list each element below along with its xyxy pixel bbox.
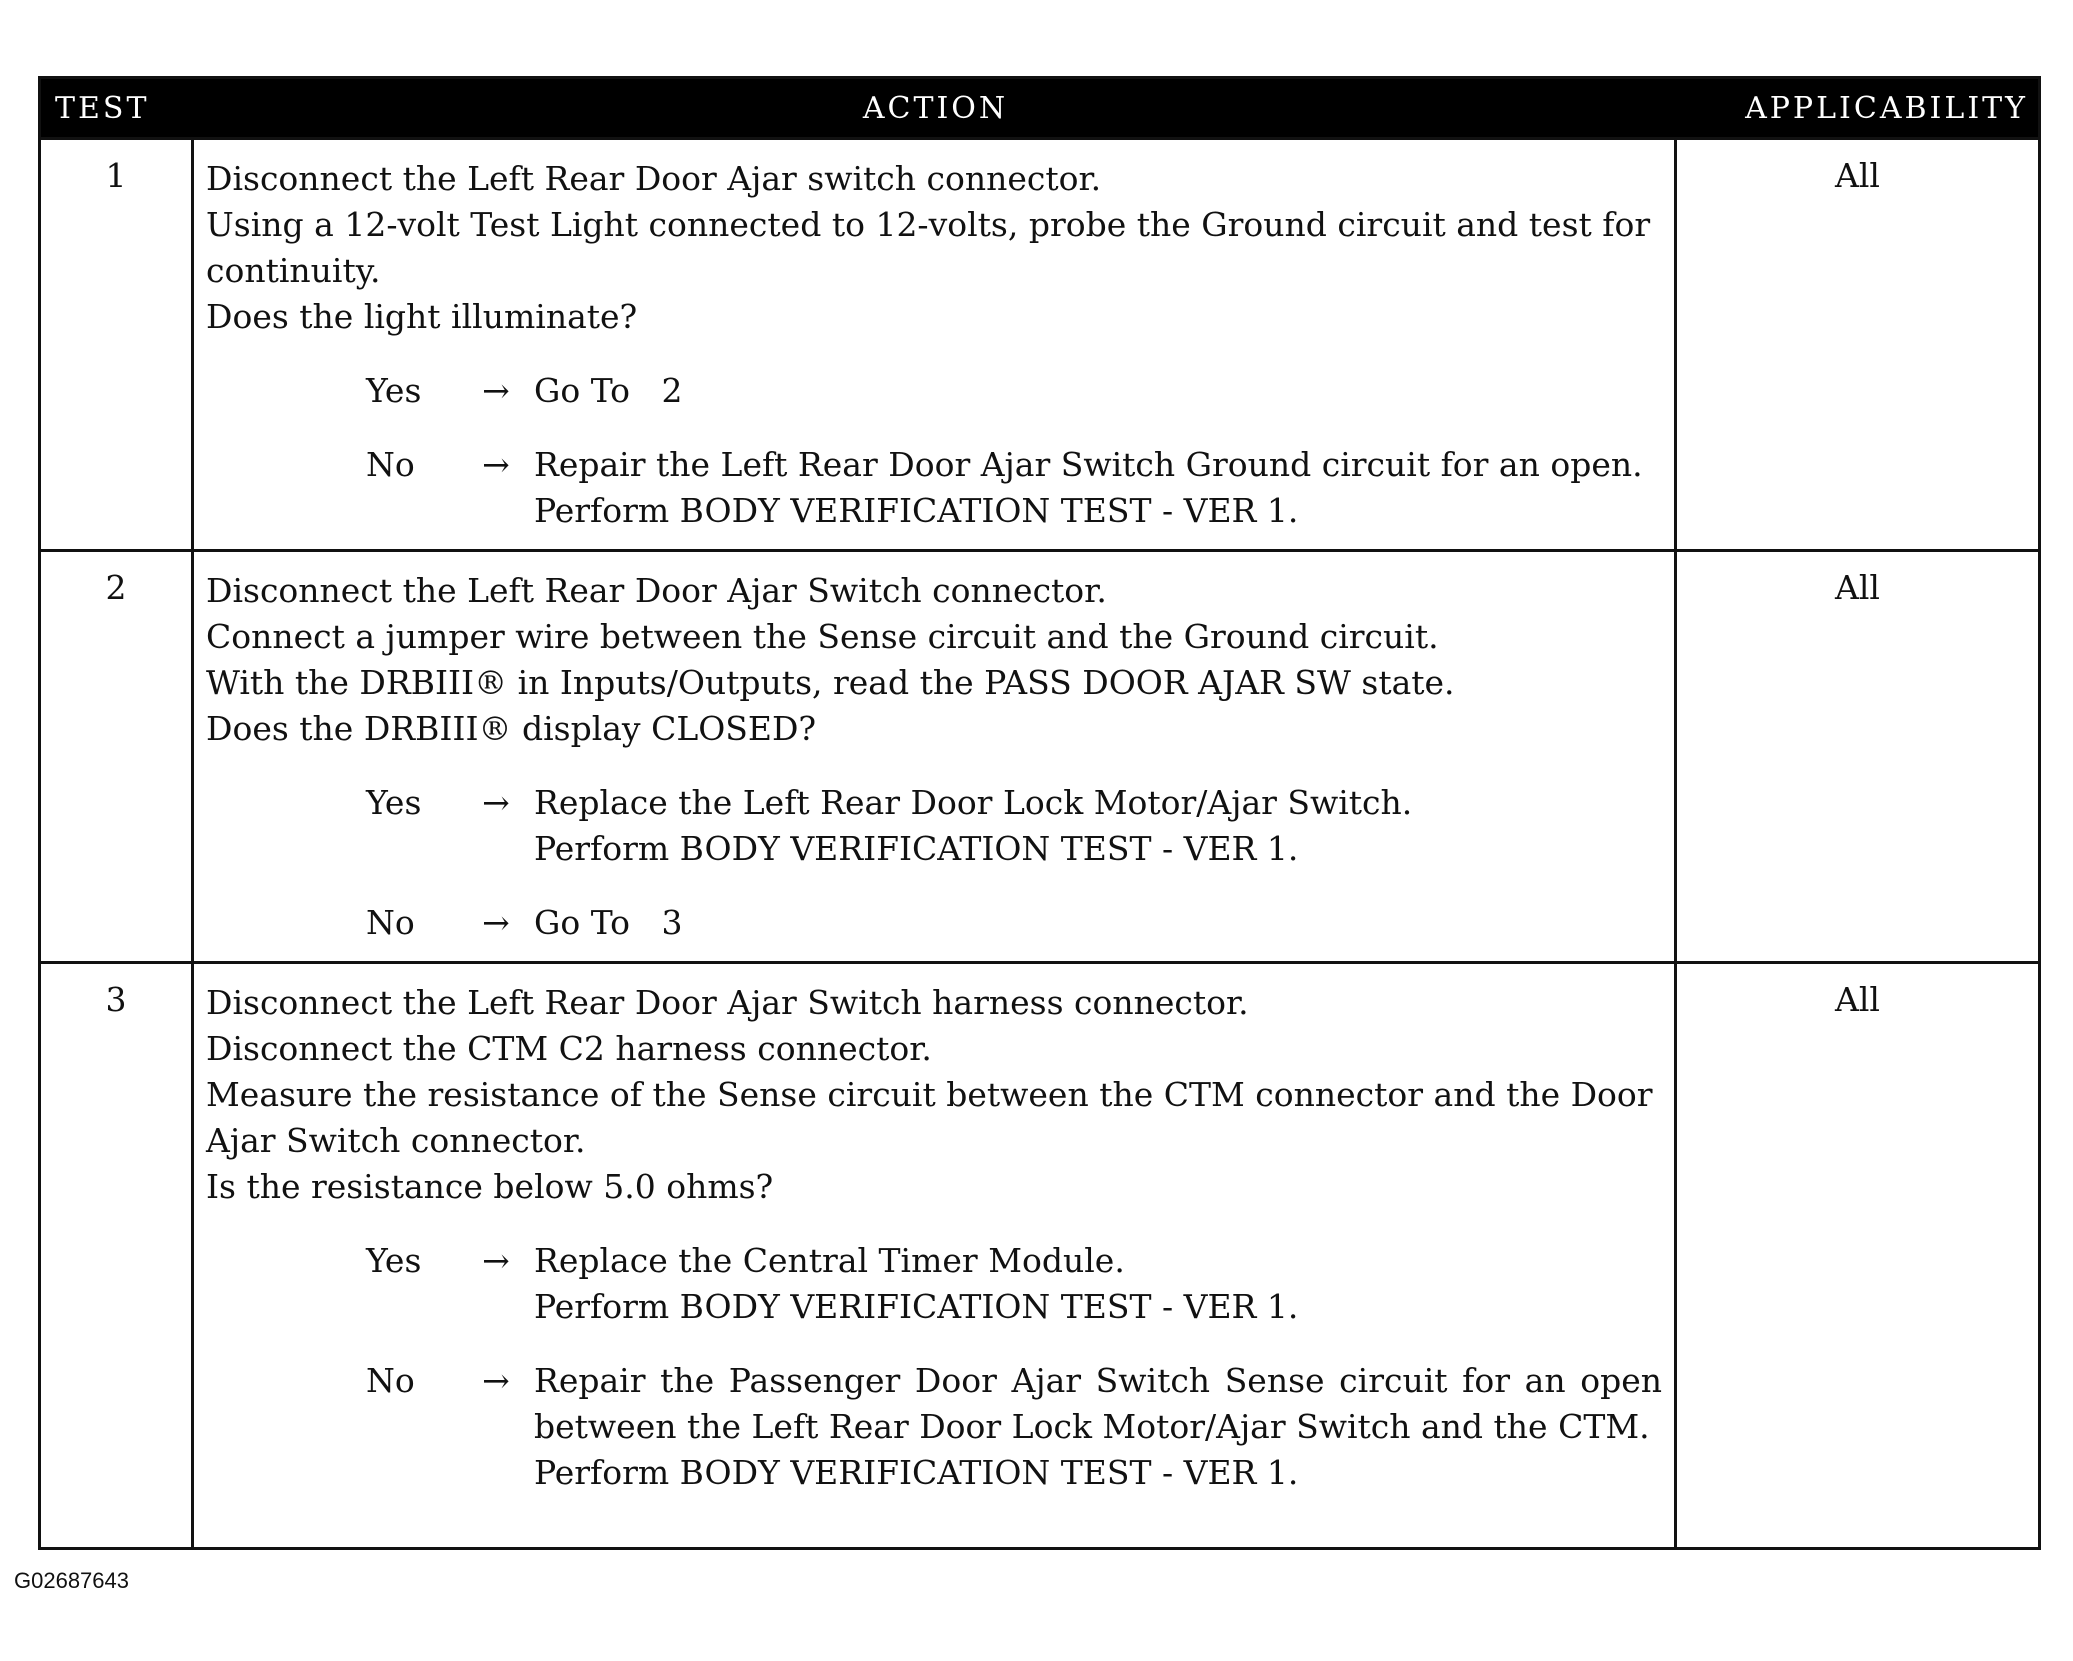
arrow-right-icon: → <box>482 1361 510 1400</box>
outcome-text <box>534 900 1662 946</box>
outcome-label: Yes <box>366 371 422 410</box>
action-step: Disconnect the Left Rear Door Ajar switch connector. <box>206 159 1102 198</box>
outcome-yes <box>206 780 1662 872</box>
outcome-label: No <box>366 445 415 484</box>
outcome-line: Perform BODY VERIFICATION TEST - VER 1. <box>534 1287 1299 1326</box>
outcome-text <box>534 780 1662 872</box>
header-applicability: APPLICABILITY <box>1745 90 2028 126</box>
outcome-line: Replace the Central Timer Module. <box>534 1241 1125 1280</box>
header-action: ACTION <box>862 90 1009 126</box>
action-step: Does the DRBIII® display CLOSED? <box>206 709 817 748</box>
outcome-options <box>206 780 1662 946</box>
action-step: Disconnect the Left Rear Door Ajar Switch harness connector. <box>206 983 1249 1022</box>
outcome-yes <box>206 368 1662 414</box>
header-test: TEST <box>55 90 150 126</box>
outcome-line: Perform BODY VERIFICATION TEST - VER 1. <box>534 491 1299 530</box>
test-number: 3 <box>41 964 194 1547</box>
outcome-text <box>534 1238 1662 1330</box>
figure-id: G02687643 <box>14 1568 129 1593</box>
outcome-options <box>206 368 1662 534</box>
diagnostic-test-table <box>38 76 2041 1550</box>
outcome-label: Yes <box>366 783 422 822</box>
arrow-right-icon: → <box>482 903 510 942</box>
outcome-line: Repair the Passenger Door Ajar Switch Sense circuit for an open between the Left Rear Door Lock Motor/Ajar Switch and the CTM. <box>534 1361 1673 1446</box>
outcome-line: Replace the Left Rear Door Lock Motor/Ajar Switch. <box>534 783 1413 822</box>
outcome-label: No <box>366 1361 415 1400</box>
outcome-label: No <box>366 903 415 942</box>
outcome-text <box>534 368 1662 414</box>
outcome-options <box>206 1238 1673 1496</box>
action-step: Disconnect the CTM C2 harness connector. <box>206 1029 932 1068</box>
action-cell <box>194 552 1677 961</box>
applicability-cell: All <box>1835 156 1880 195</box>
outcome-line: Go To 2 <box>534 371 683 410</box>
action-step: Connect a jumper wire between the Sense circuit and the Ground circuit. <box>206 617 1439 656</box>
applicability-cell: All <box>1835 980 1880 1019</box>
outcome-line: Perform BODY VERIFICATION TEST - VER 1. <box>534 1453 1299 1492</box>
outcome-text <box>534 442 1662 534</box>
action-step: Measure the resistance of the Sense circuit between the CTM connector and the Door Ajar Switch connector. <box>206 1075 1664 1160</box>
test-number: 1 <box>41 140 194 549</box>
arrow-right-icon: → <box>482 1241 510 1280</box>
table-row <box>41 549 2038 961</box>
action-step: With the DRBIII® in Inputs/Outputs, read the PASS DOOR AJAR SW state. <box>206 663 1455 702</box>
action-cell <box>194 964 1677 1547</box>
outcome-no <box>206 442 1662 534</box>
arrow-right-icon: → <box>482 371 510 410</box>
arrow-right-icon: → <box>482 445 510 484</box>
action-step: Disconnect the Left Rear Door Ajar Switch connector. <box>206 571 1107 610</box>
action-step: Does the light illuminate? <box>206 297 638 336</box>
outcome-label: Yes <box>366 1241 422 1280</box>
outcome-line: Perform BODY VERIFICATION TEST - VER 1. <box>534 829 1299 868</box>
arrow-right-icon: → <box>482 783 510 822</box>
applicability-cell: All <box>1835 568 1880 607</box>
outcome-no <box>206 1358 1673 1496</box>
outcome-line: Repair the Left Rear Door Ajar Switch Ground circuit for an open. <box>534 445 1643 484</box>
outcome-yes <box>206 1238 1662 1330</box>
table-header <box>41 79 2038 137</box>
action-step: Using a 12-volt Test Light connected to 12-volts, probe the Ground circuit and test for continuity. <box>206 205 1661 290</box>
table-row <box>41 137 2038 549</box>
outcome-line: Go To 3 <box>534 903 683 942</box>
outcome-no <box>206 900 1662 946</box>
table-row <box>41 961 2038 1547</box>
action-step: Is the resistance below 5.0 ohms? <box>206 1167 774 1206</box>
action-cell <box>194 140 1677 549</box>
test-number: 2 <box>41 552 194 961</box>
outcome-text <box>534 1358 1673 1496</box>
